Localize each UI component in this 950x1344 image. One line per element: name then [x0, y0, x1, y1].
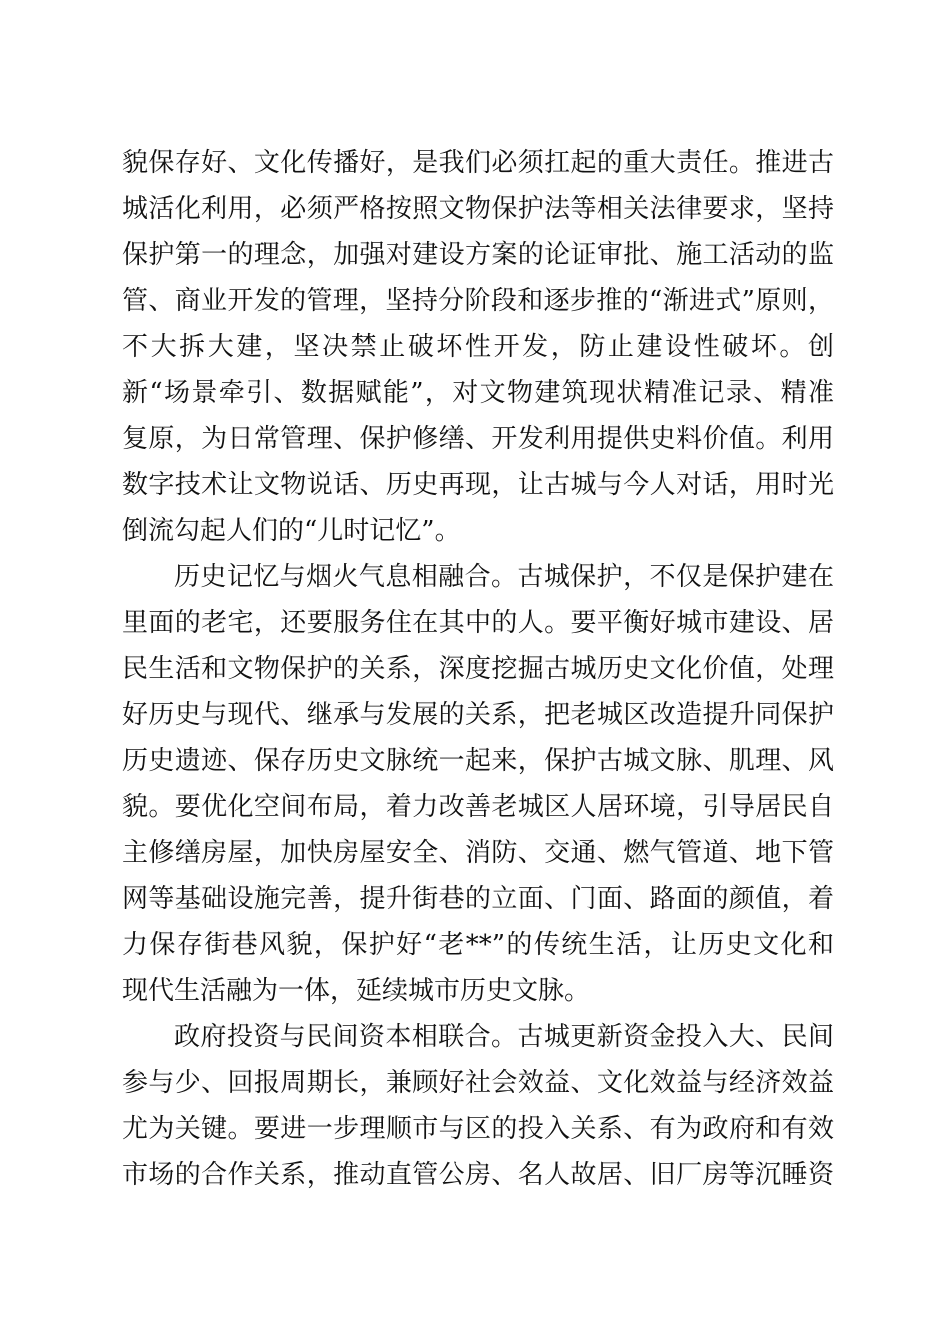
text-line: 新“场景牵引、数据赋能”，对文物建筑现状精准记录、精准: [122, 378, 834, 408]
text-line: 力保存街巷风貌，保护好“老**”的传统生活，让历史文化和: [122, 930, 834, 960]
text-line: 保护第一的理念，加强对建设方案的论证审批、施工活动的监: [122, 240, 834, 270]
text-line: 里面的老宅，还要服务住在其中的人。要平衡好城市建设、居: [122, 608, 834, 638]
text-line: 网等基础设施完善，提升街巷的立面、门面、路面的颜值，着: [122, 884, 834, 914]
paragraph-public-and-private-capital: [122, 1014, 834, 1198]
text-line: 好历史与现代、继承与发展的关系，把老城区改造提升同保护: [122, 700, 834, 730]
text-line: 政府投资与民间资本相联合。古城更新资金投入大、民间: [174, 1022, 834, 1052]
document-body: [122, 140, 834, 1198]
text-line: 参与少、回报周期长，兼顾好社会效益、文化效益与经济效益: [122, 1068, 834, 1098]
text-line: 现代生活融为一体，延续城市历史文脉。: [122, 976, 591, 1006]
text-line: 复原，为日常管理、保护修缮、开发利用提供史料价值。利用: [122, 424, 834, 454]
text-line: 历史遗迹、保存历史文脉统一起来，保护古城文脉、肌理、风: [122, 746, 834, 776]
text-line: 尤为关键。要进一步理顺市与区的投入关系、有为政府和有效: [122, 1114, 834, 1144]
text-line: 不大拆大建，坚决禁止破坏性开发，防止建设性破坏。创: [122, 332, 834, 362]
paragraph-history-and-daily-life: [122, 554, 834, 1014]
text-line: 民生活和文物保护的关系，深度挖掘古城历史文化价值，处理: [122, 654, 834, 684]
text-line: 市场的合作关系，推动直管公房、名人故居、旧厂房等沉睡资: [122, 1160, 834, 1190]
text-line: 主修缮房屋，加快房屋安全、消防、交通、燃气管道、地下管: [122, 838, 834, 868]
paragraph-heritage-protection: [122, 140, 834, 554]
text-line: 倒流勾起人们的“儿时记忆”。: [122, 516, 461, 546]
text-line: 历史记忆与烟火气息相融合。古城保护，不仅是保护建在: [174, 562, 834, 592]
text-line: 管、商业开发的管理，坚持分阶段和逐步推的“渐进式”原则，: [122, 286, 834, 316]
text-line: 貌保存好、文化传播好，是我们必须扛起的重大责任。推进古: [122, 148, 834, 178]
text-line: 貌。要优化空间布局，着力改善老城区人居环境，引导居民自: [122, 792, 834, 822]
text-line: 城活化利用，必须严格按照文物保护法等相关法律要求，坚持: [122, 194, 834, 224]
text-line: 数字技术让文物说话、历史再现，让古城与今人对话，用时光: [122, 470, 834, 500]
